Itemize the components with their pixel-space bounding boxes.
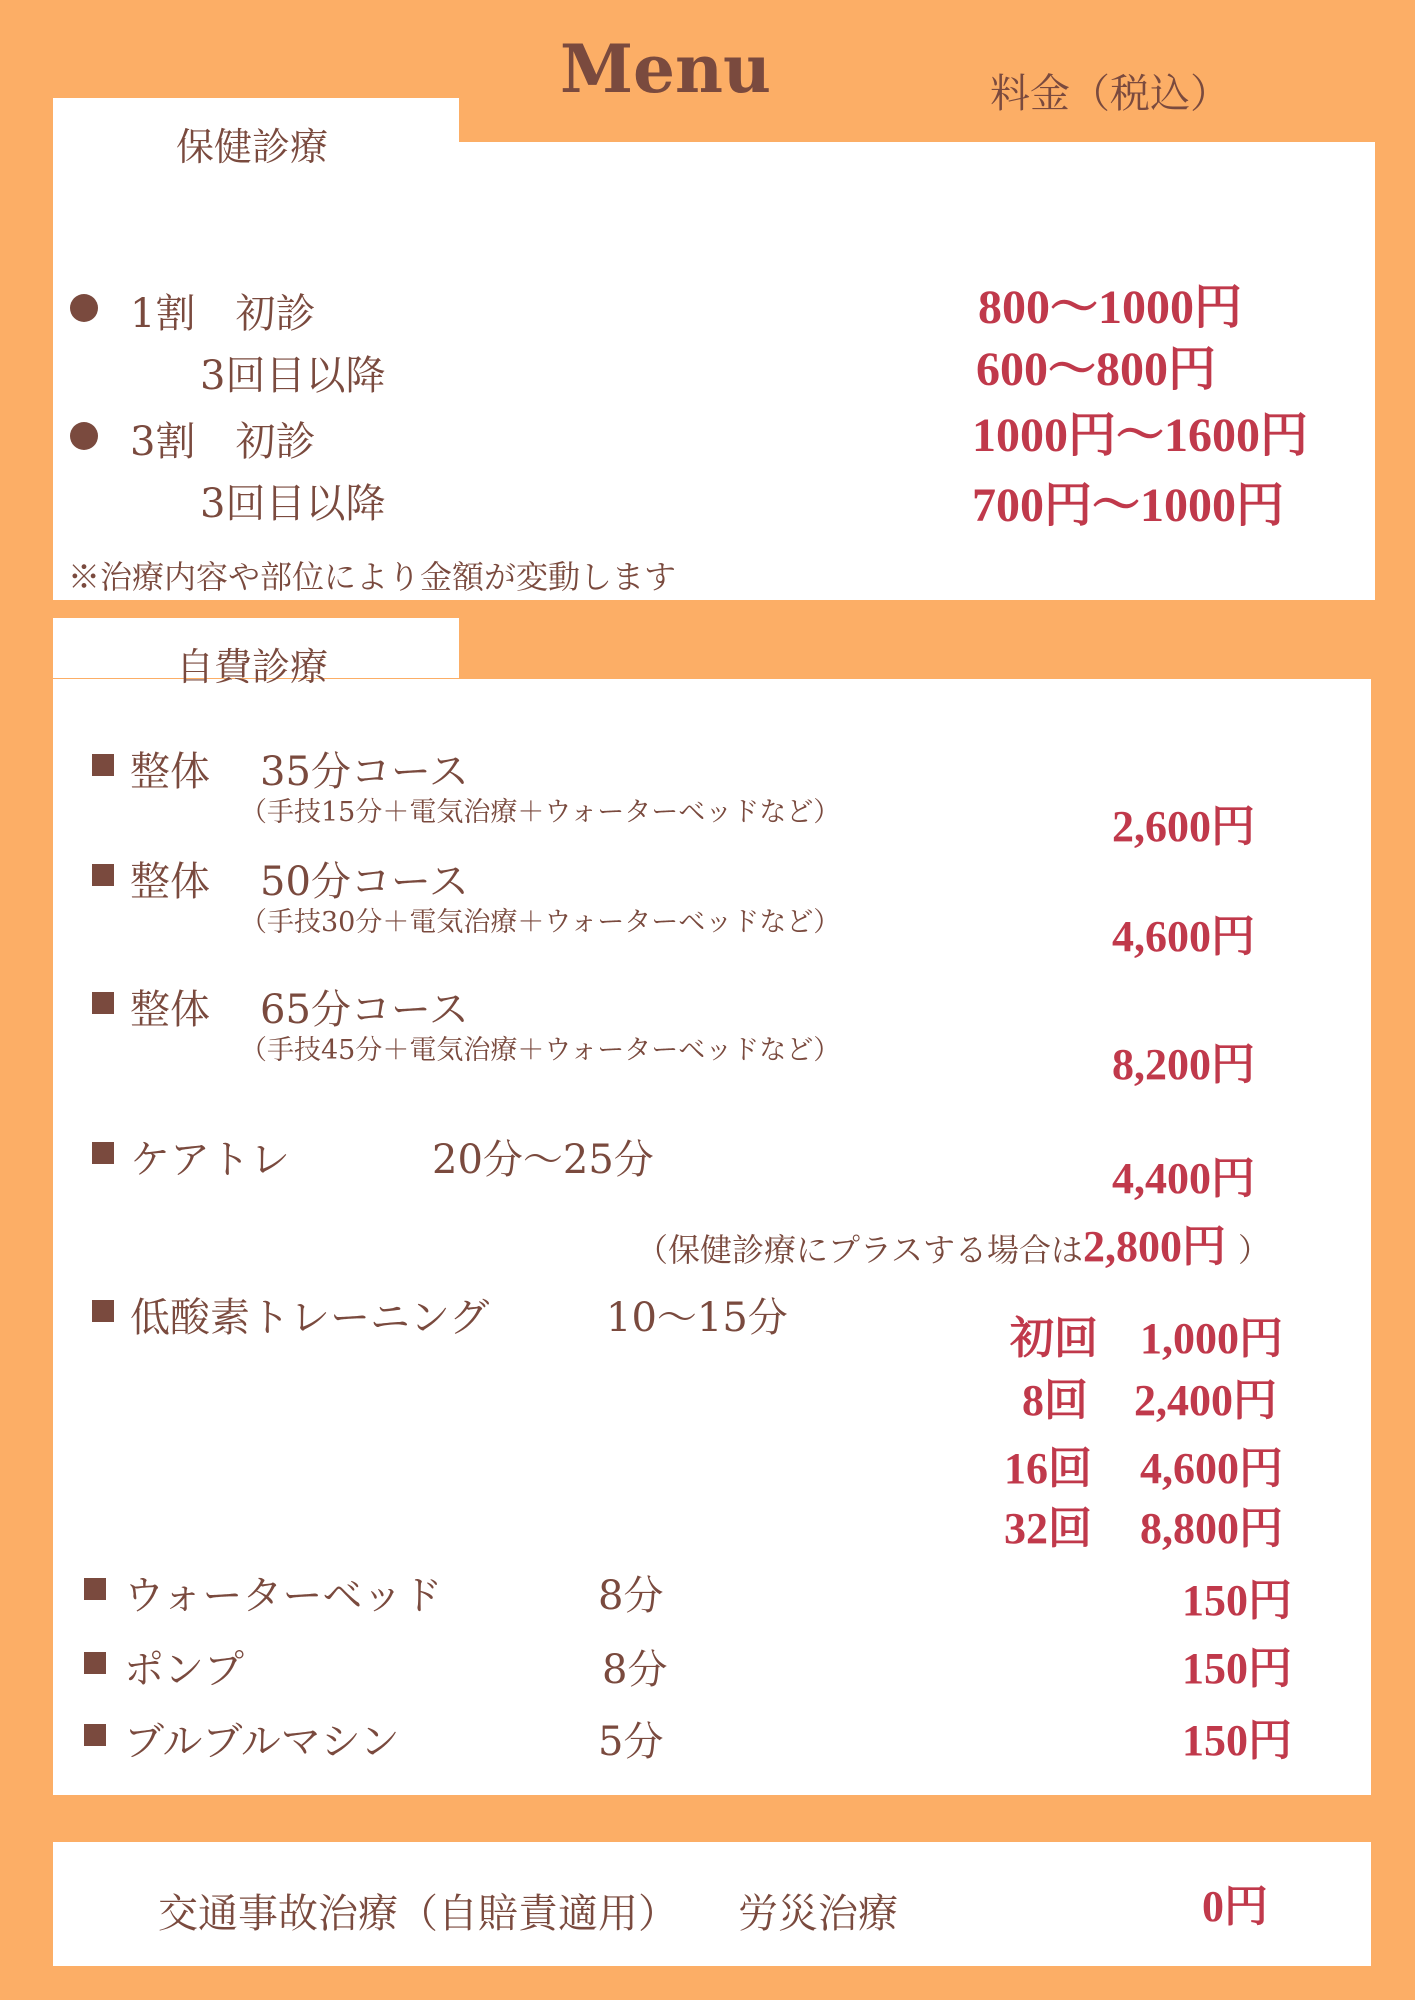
seitai-course: 65分コース — [260, 987, 469, 1033]
bullet-dot-icon — [70, 294, 98, 322]
insurance-row-price: 1000円〜1600円 — [972, 409, 1309, 462]
item-name: ウォーターベッド — [124, 1573, 443, 1619]
item-name: ポンプ — [124, 1647, 244, 1693]
plus-note-suffix: ） — [1238, 1231, 1271, 1269]
caretore-plus-note — [636, 1210, 1270, 1274]
item-price: 150円 — [1182, 1644, 1292, 1693]
seitai-course: 35分コース — [260, 749, 469, 795]
plus-note-prefix: （保健診療にプラスする場合は — [636, 1231, 1084, 1269]
bullet-square-icon — [92, 1142, 114, 1164]
insurance-tab-label: 保健診療 — [176, 125, 329, 169]
hypoxic-tier-price: 8,800円 — [1140, 1504, 1283, 1553]
insurance-row-label: 1割 初診 — [130, 291, 316, 337]
hypoxic-name: 低酸素トレーニング — [130, 1295, 490, 1341]
bullet-square-icon — [84, 1724, 106, 1746]
page-title: Menu — [560, 30, 772, 108]
item-price: 150円 — [1182, 1716, 1292, 1765]
bullet-dot-icon — [70, 422, 98, 450]
seitai-course: 50分コース — [260, 859, 469, 905]
seitai-price: 8,200円 — [1112, 1040, 1255, 1089]
bullet-square-icon — [92, 754, 114, 776]
insurance-note: ※治療内容や部位により金額が変動します — [68, 558, 677, 596]
seitai-name: 整体 — [130, 859, 210, 905]
accident-price: 0円 — [1202, 1882, 1268, 1931]
hypoxic-tier-price: 4,600円 — [1140, 1444, 1283, 1493]
self-pay-tab-label: 自費診療 — [176, 645, 329, 689]
insurance-row-label: 3回目以降 — [200, 353, 386, 399]
seitai-detail: （手技45分＋電気治療＋ウォーターベッドなど） — [240, 1035, 841, 1066]
seitai-name: 整体 — [130, 749, 210, 795]
workers-comp-label: 労災治療 — [738, 1891, 898, 1937]
hypoxic-tier-count: 32回 — [1004, 1504, 1092, 1553]
bullet-square-icon — [92, 1300, 114, 1322]
hypoxic-tier-price: 1,000円 — [1140, 1314, 1283, 1363]
item-time: 5分 — [598, 1719, 664, 1765]
bullet-square-icon — [84, 1578, 106, 1600]
seitai-price: 2,600円 — [1112, 802, 1255, 851]
hypoxic-time: 10〜15分 — [606, 1295, 788, 1341]
hypoxic-tier-count: 初回 — [1010, 1314, 1098, 1363]
insurance-row-label: 3回目以降 — [200, 481, 386, 527]
seitai-price: 4,600円 — [1112, 912, 1255, 961]
item-time: 8分 — [598, 1573, 664, 1619]
seitai-detail: （手技15分＋電気治療＋ウォーターベッドなど） — [240, 797, 841, 828]
caretore-time: 20分〜25分 — [432, 1137, 654, 1183]
insurance-row-price: 700円〜1000円 — [972, 479, 1285, 532]
hypoxic-tier-count: 16回 — [1004, 1444, 1092, 1493]
price-note: 料金（税込） — [990, 71, 1230, 117]
caretore-price: 4,400円 — [1112, 1154, 1255, 1203]
item-time: 8分 — [602, 1647, 668, 1693]
caretore-name: ケアトレ — [130, 1137, 290, 1183]
bullet-square-icon — [84, 1652, 106, 1674]
item-price: 150円 — [1182, 1576, 1292, 1625]
hypoxic-tier-count: 8回 — [1022, 1376, 1088, 1425]
accident-label: 交通事故治療（自賠責適用） — [158, 1891, 678, 1937]
hypoxic-tier-price: 2,400円 — [1134, 1376, 1277, 1425]
plus-price: 2,800円 — [1083, 1222, 1227, 1271]
insurance-row-price: 800〜1000円 — [978, 281, 1243, 334]
insurance-row-label: 3割 初診 — [130, 419, 316, 465]
item-name: ブルブルマシン — [124, 1719, 400, 1765]
seitai-detail: （手技30分＋電気治療＋ウォーターベッドなど） — [240, 907, 841, 938]
seitai-name: 整体 — [130, 987, 210, 1033]
insurance-row-price: 600〜800円 — [976, 343, 1217, 396]
bullet-square-icon — [92, 864, 114, 886]
bullet-square-icon — [92, 992, 114, 1014]
